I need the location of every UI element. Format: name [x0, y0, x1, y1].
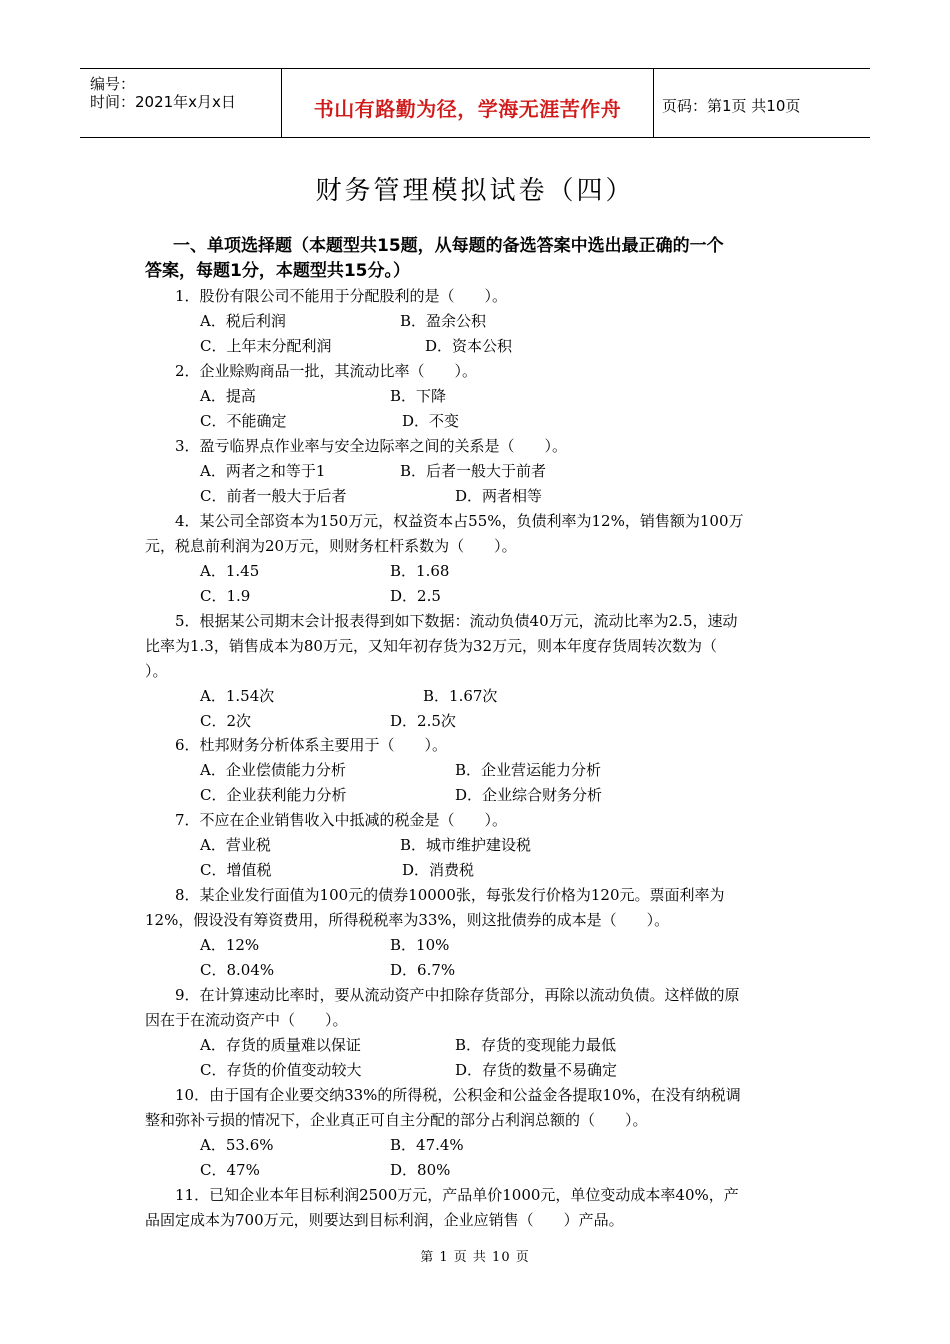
- question-2: [145, 359, 810, 384]
- question-text-line: 7．不应在企业销售收入中抵减的税金是（ ）。: [175, 811, 508, 829]
- exam-title: 财务管理模拟试卷（四）: [315, 176, 635, 206]
- question-10: [145, 1083, 810, 1133]
- question-text-line: 8．某企业发行面值为100元的债券10000张，每张发行价格为120元。票面利率为: [175, 886, 725, 904]
- question-7: [145, 808, 810, 833]
- answer-option: C．2次: [200, 712, 252, 730]
- answer-option: D．2.5次: [390, 712, 456, 730]
- page-header: [80, 68, 870, 138]
- question-text-line: 3．盈亏临界点作业率与安全边际率之间的关系是（ ）。: [175, 437, 568, 455]
- question-text-line: 元，税息前利润为20万元，则财务杠杆系数为（ ）。: [145, 537, 517, 555]
- answer-option: C．不能确定: [200, 412, 287, 430]
- answer-option: D．2.5: [390, 587, 441, 605]
- section-heading-line2: 答案，每题1分，本题型共15分。）: [145, 261, 410, 281]
- answer-option: C．前者一般大于后者: [200, 487, 347, 505]
- answer-option: C．上年末分配利润: [200, 337, 332, 355]
- answer-option: B．1.67次: [423, 687, 498, 705]
- question-text-line: 12%，假设没有筹资费用，所得税税率为33%，则这批债券的成本是（ ）。: [145, 911, 670, 929]
- question-9: [145, 983, 810, 1033]
- question-3: [145, 434, 810, 459]
- answer-option: D．资本公积: [425, 337, 513, 355]
- question-8: [145, 883, 810, 933]
- answer-option: C．1.9: [200, 587, 251, 605]
- answer-option: A．1.54次: [200, 687, 275, 705]
- answer-option: B．10%: [390, 936, 450, 954]
- header-motto-cell: [282, 69, 654, 137]
- answer-option: B．企业营运能力分析: [455, 761, 602, 779]
- question-text-line: 2．企业赊购商品一批，其流动比率（ ）。: [175, 362, 478, 380]
- answer-option: B．1.68: [390, 562, 450, 580]
- answer-option: D．不变: [402, 412, 460, 430]
- question-text-line: 因在于在流动资产中（ ）。: [145, 1011, 348, 1029]
- question-text-line: 4．某公司全部资本为150万元，权益资本占55%，负债利率为12%，销售额为100万: [175, 512, 744, 530]
- answer-option: B．47.4%: [390, 1136, 464, 1154]
- header-info-cell: [80, 69, 282, 137]
- question-text-line: 比率为1.3，销售成本为80万元，又知年初存货为32万元，则本年度存货周转次数为（: [145, 637, 718, 655]
- answer-option: C．增值税: [200, 861, 272, 879]
- question-text-line: 5．根据某公司期末会计报表得到如下数据：流动负债40万元，流动比率为2.5，速动: [175, 612, 738, 630]
- answer-option: A．企业偿债能力分析: [200, 761, 346, 779]
- answer-option: A．提高: [200, 387, 256, 405]
- doc-code-label: 编号：: [90, 75, 136, 93]
- answer-option: D．6.7%: [390, 961, 456, 979]
- answer-option: A．1.45: [200, 562, 260, 580]
- doc-time-label: 时间：2021年x月x日: [90, 93, 236, 111]
- question-11: [145, 1183, 810, 1233]
- motto-text: 书山有路勤为径，学海无涯苦作舟: [313, 97, 622, 121]
- answer-option: A．存货的质量难以保证: [200, 1036, 361, 1054]
- answer-option: A．12%: [200, 936, 260, 954]
- answer-option: A．税后利润: [200, 312, 286, 330]
- answer-option: B．盈余公积: [400, 312, 487, 330]
- header-page-number: 页码：第1页 共10页: [662, 97, 801, 115]
- answer-option: A．两者之和等于1: [200, 462, 326, 480]
- answer-option: D．消费税: [402, 861, 475, 879]
- question-4: [145, 509, 810, 559]
- answer-option: B．后者一般大于前者: [400, 462, 547, 480]
- question-text-line: 1．股份有限公司不能用于分配股利的是（ ）。: [175, 287, 508, 305]
- section-heading-line1: 一、单项选择题（本题型共15题，从每题的备选答案中选出最正确的一个: [173, 236, 724, 256]
- answer-option: D．存货的数量不易确定: [455, 1061, 618, 1079]
- answer-option: D．两者相等: [455, 487, 543, 505]
- answer-option: C．47%: [200, 1161, 260, 1179]
- question-text-line: 品固定成本为700万元，则要达到目标利润，企业应销售（ ）产品。: [145, 1211, 624, 1229]
- answer-option: B．存货的变现能力最低: [455, 1036, 617, 1054]
- answer-option: A．53.6%: [200, 1136, 274, 1154]
- question-text-line: 11．已知企业本年目标利润2500万元，产品单价1000元，单位变动成本率40%，产: [175, 1186, 739, 1204]
- question-5: [145, 609, 810, 684]
- question-text-line: 10．由于国有企业要交纳33%的所得税，公积金和公益金各提取10%，在没有纳税调: [175, 1086, 741, 1104]
- answer-option: C．8.04%: [200, 961, 275, 979]
- header-page-cell: [654, 69, 870, 137]
- question-1: [145, 284, 810, 309]
- question-text-line: 整和弥补亏损的情况下，企业真正可自主分配的部分占利润总额的（ ）。: [145, 1111, 648, 1129]
- answer-option: A．营业税: [200, 836, 271, 854]
- answer-option: C．企业获利能力分析: [200, 786, 347, 804]
- page-footer: 第 1 页 共 10 页: [420, 1250, 530, 1265]
- answer-option: D．企业综合财务分析: [455, 786, 603, 804]
- answer-option: B．下降: [390, 387, 447, 405]
- answer-option: C．存货的价值变动较大: [200, 1061, 362, 1079]
- answer-option: B．城市维护建设税: [400, 836, 532, 854]
- question-6: [145, 733, 810, 758]
- question-text-line: ）。: [145, 662, 168, 680]
- question-text-line: 9．在计算速动比率时，要从流动资产中扣除存货部分，再除以流动负债。这样做的原: [175, 986, 740, 1004]
- question-text-line: 6．杜邦财务分析体系主要用于（ ）。: [175, 736, 448, 754]
- answer-option: D．80%: [390, 1161, 451, 1179]
